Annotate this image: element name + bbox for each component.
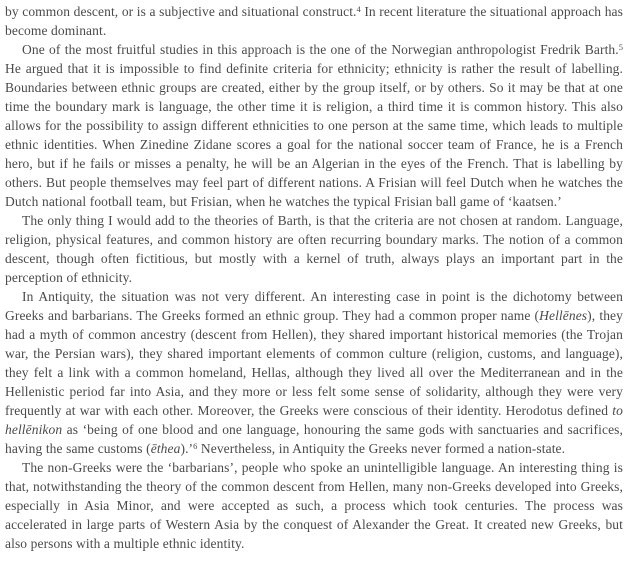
text-run: In Antiquity, the situation was not very different. An interesting case in point is the dichotomy between Greeks and barbarians. The Greeks formed an ethnic group. They had a common proper name ( [5,289,623,323]
italic-term: to hellēnikon [5,403,623,437]
text-run: ), they had a myth of common ancestry (descent from Hellen), they shared important historical memories (the Trojan war, the Persian wars), they shared important elements of common culture (religion, customs, and language), they felt a link with a common homeland, Hellas, although they lived all over the Mediterranean and in the Hellenistic period far into Asia, and they more or less felt some sense of solidarity, although they were very frequently at war with each other. Moreover, the Greeks were conscious of their identity. Herodotus defined [5,308,623,418]
page-text [5,2,623,553]
text-run: In recent literature the situational approach has become dominant. [5,4,623,38]
text-run: Nevertheless, in Antiquity the Greeks never formed a nation-state. [197,441,566,456]
paragraph [5,211,623,287]
text-run: by common descent, or is a subjective and situational construct. [5,4,357,19]
footnote-reference: 4 [356,4,361,14]
text-run: He argued that it is impossible to find definite criteria for ethnicity; ethnicity is rather the result of labelling. Boundaries between ethnic groups are created, either by the group itself, or by others. So it may be that at one time the boundary mark is language, the other time it is religion, a third time it is common history. This also allows for the possibility to assign different ethnicities to one person at the same time, which leads to multiple ethnic identities. When Zinedine Zidane scores a goal for the national soccer team of France, he is a French hero, but if he fails or misses a penalty, he will be an Algerian in the eyes of the French. That is labelling by others. But people themselves may feel part of different nations. A Frisian will feel Dutch when he watches the Dutch national football team, but Frisian, when he watches the typical Frisian ball game of ‘kaatsen.’ [5,61,623,209]
footnote-reference: 5 [618,42,623,52]
text-run: The only thing I would add to the theories of Barth, is that the criteria are not chosen at random. Language, religion, physical features, and common history are often recurring boundary marks. The notion of a common descent, though often fictitious, but mostly with a kernel of truth, always plays an important part in the perception of ethnicity. [5,213,623,285]
text-run: ).’ [180,441,194,456]
text-run: One of the most fruitful studies in this approach is the one of the Norwegian anthropologist Fredrik Barth. [22,42,619,57]
footnote-reference: 6 [193,441,198,451]
text-run: as ‘being of one blood and one language, honouring the same gods with sanctuaries and sacrifices, having the same customs ( [5,422,623,456]
italic-term: ēthea [150,441,181,456]
text-run: The non-Greeks were the ‘barbarians’, people who spoke an unintelligible language. An interesting thing is that, notwithstanding the theory of the common descent from Hellen, many non-Greeks developed into Greeks, especially in Asia Minor, and were accepted as such, a process which took centuries. The process was accelerated in large parts of Western Asia by the conquest of Alexander the Great. It created new Greeks, but also persons with a multiple ethnic identity. [5,460,623,551]
paragraph [5,2,623,40]
paragraph [5,40,623,211]
italic-term: Hellēnes [539,308,588,323]
paragraph [5,458,623,553]
paragraph [5,287,623,458]
